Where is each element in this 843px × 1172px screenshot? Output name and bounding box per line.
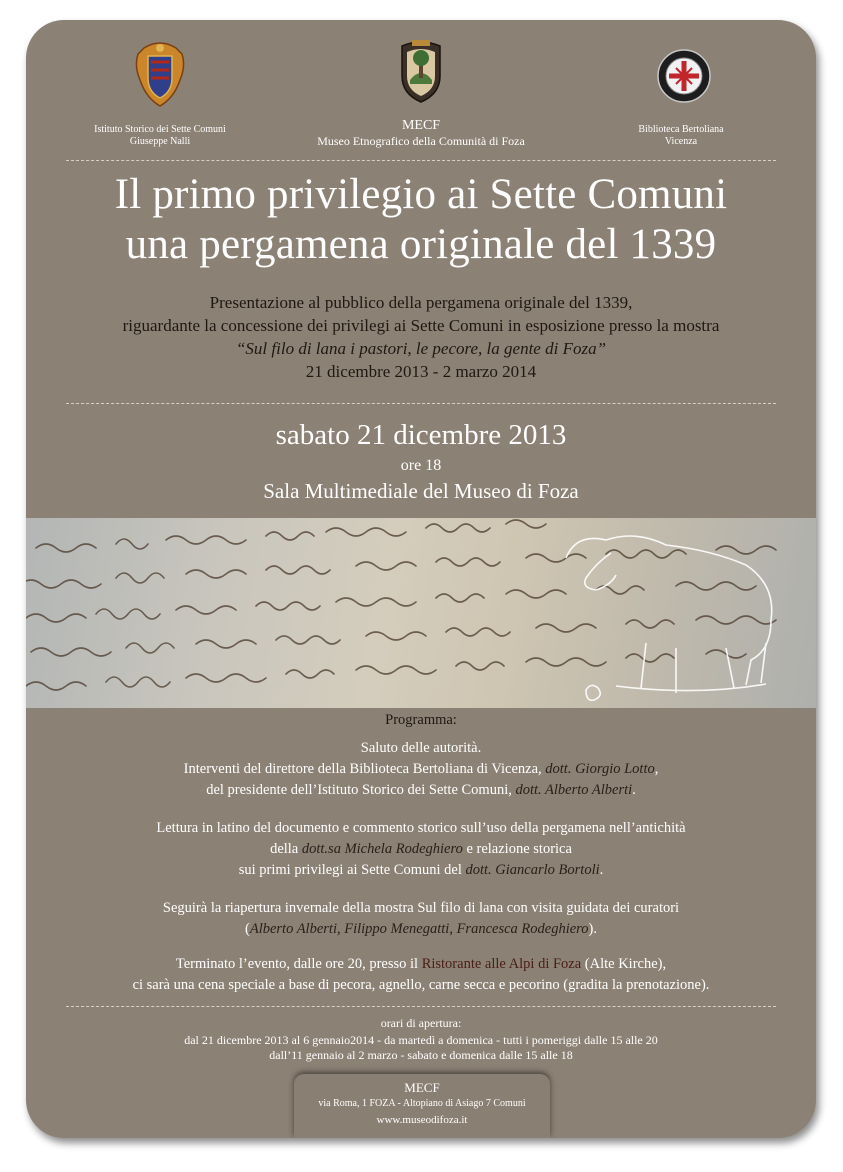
intro-line1: Presentazione al pubblico della pergamena originale del 1339, xyxy=(209,293,633,312)
museum-name: MECF xyxy=(401,118,441,133)
program-p4-line1-end: (Alte Kirche), xyxy=(581,956,667,972)
program-p2-line2 xyxy=(26,839,816,860)
program-p3-line2 xyxy=(26,919,816,940)
hours-line1: dal 21 dicembre 2013 al 6 gennaio2014 - da martedì a domenica - tutti i pomeriggi dalle 15 alle 20 xyxy=(184,1033,658,1047)
program-p4-line1-text: Terminato l’evento, dalle ore 20, presso il xyxy=(175,956,422,972)
footer-address: via Roma, 1 FOZA - Altopiano di Asiago 7 Comuni xyxy=(318,1098,526,1109)
event-place: Sala Multimediale del Museo di Foza xyxy=(263,479,579,503)
footer-tab xyxy=(294,1074,550,1138)
library-seal-icon xyxy=(657,49,711,103)
hours-line2: dall’11 gennaio al 2 marzo - sabato e domenica dalle 15 alle 18 xyxy=(269,1048,573,1062)
intro-dates: 21 dicembre 2013 - 2 marzo 2014 xyxy=(305,362,537,381)
intro-line2: riguardante la concessione dei privilegi ai Sette Comuni in esposizione presso la mostra xyxy=(122,316,720,335)
program-p1-line2-end: , xyxy=(654,761,659,777)
program-p1-line3 xyxy=(26,780,816,801)
museum-fullname: Museo Etnografico della Comunità di Foza xyxy=(317,134,525,148)
parchment-photo xyxy=(26,518,816,708)
title-line1: Il primo privilegio ai Sette Comuni xyxy=(114,171,728,218)
footer-website[interactable]: www.museodifoza.it xyxy=(376,1114,468,1126)
event-date: sabato 21 dicembre 2013 xyxy=(275,419,567,451)
program-p2-line2-text: della xyxy=(270,841,302,857)
left-logo-line1: Istituto Storico dei Sette Comuni xyxy=(94,124,226,135)
right-logo-line1: Biblioteca Bertoliana xyxy=(638,124,724,135)
speaker-giancarlo-bortoli: dott. Giancarlo Bortoli xyxy=(465,862,600,878)
program-p2-line1: Lettura in latino del documento e commento storico sull’uso della pergamena nell’antichità xyxy=(156,820,686,836)
sheep-drawing-icon xyxy=(566,536,772,700)
program-heading: Programma: xyxy=(385,712,457,728)
program-p1-line3-text: del presidente dell’Istituto Storico dei Sette Comuni, xyxy=(206,782,516,798)
program-greeting: Saluto delle autorità. xyxy=(360,740,482,756)
left-logo-line2: Giuseppe Nalli xyxy=(129,136,191,147)
divider-bottom xyxy=(66,1006,776,1007)
right-logo-line2: Vicenza xyxy=(664,136,698,147)
right-logo-caption xyxy=(606,124,756,148)
program-p1-line2-text: Interventi del direttore della Biblioteca Bertoliana di Vicenza, xyxy=(183,761,546,777)
event-time: ore 18 xyxy=(400,457,442,474)
program-p4-line2: ci sarà una cena speciale a base di pecora, agnello, carne secca e pecorino (gradita la prenotazione). xyxy=(132,977,710,993)
speaker-michela-rodeghiero: dott.sa Michela Rodeghiero xyxy=(301,841,463,857)
restaurant-name: Ristorante alle Alpi di Foza xyxy=(421,956,582,972)
program-p3-line2-close: ). xyxy=(588,921,597,937)
program-p2-line3-text: sui primi privilegi ai Sette Comuni del xyxy=(238,862,466,878)
title-line2: una pergamena originale del 1339 xyxy=(125,221,717,268)
left-logo-caption xyxy=(70,124,250,148)
program-p2-line3-end: . xyxy=(599,862,604,878)
footer-name: MECF xyxy=(404,1080,440,1095)
program-p2-line3 xyxy=(26,860,816,881)
coat-of-arms-icon xyxy=(130,40,190,110)
speaker-alberto-alberti: dott. Alberto Alberti xyxy=(515,782,633,798)
speaker-giorgio-lotto: dott. Giorgio Lotto xyxy=(545,761,655,777)
program-p3-line1: Seguirà la riapertura invernale della mostra Sul filo di lana con visita guidata dei curatori xyxy=(162,900,680,916)
program-p1-line3-end: . xyxy=(632,782,636,798)
program-p3-line2-open: ( xyxy=(245,921,250,937)
poster-card xyxy=(26,20,816,1138)
intro-exhibition-title: “Sul filo di lana i pastori, le pecore, la gente di Foza” xyxy=(235,339,607,358)
program-p2-line2-end: e relazione storica xyxy=(462,841,572,857)
divider-top xyxy=(66,160,776,161)
hours-heading: orari di apertura: xyxy=(380,1016,462,1030)
program-p1-line2 xyxy=(26,759,816,780)
curators-names: Alberto Alberti, Filippo Menegatti, Francesca Rodeghiero xyxy=(249,921,589,937)
divider-middle xyxy=(66,403,776,404)
museum-crest-icon xyxy=(396,36,446,106)
program-p4-line1 xyxy=(26,954,816,975)
